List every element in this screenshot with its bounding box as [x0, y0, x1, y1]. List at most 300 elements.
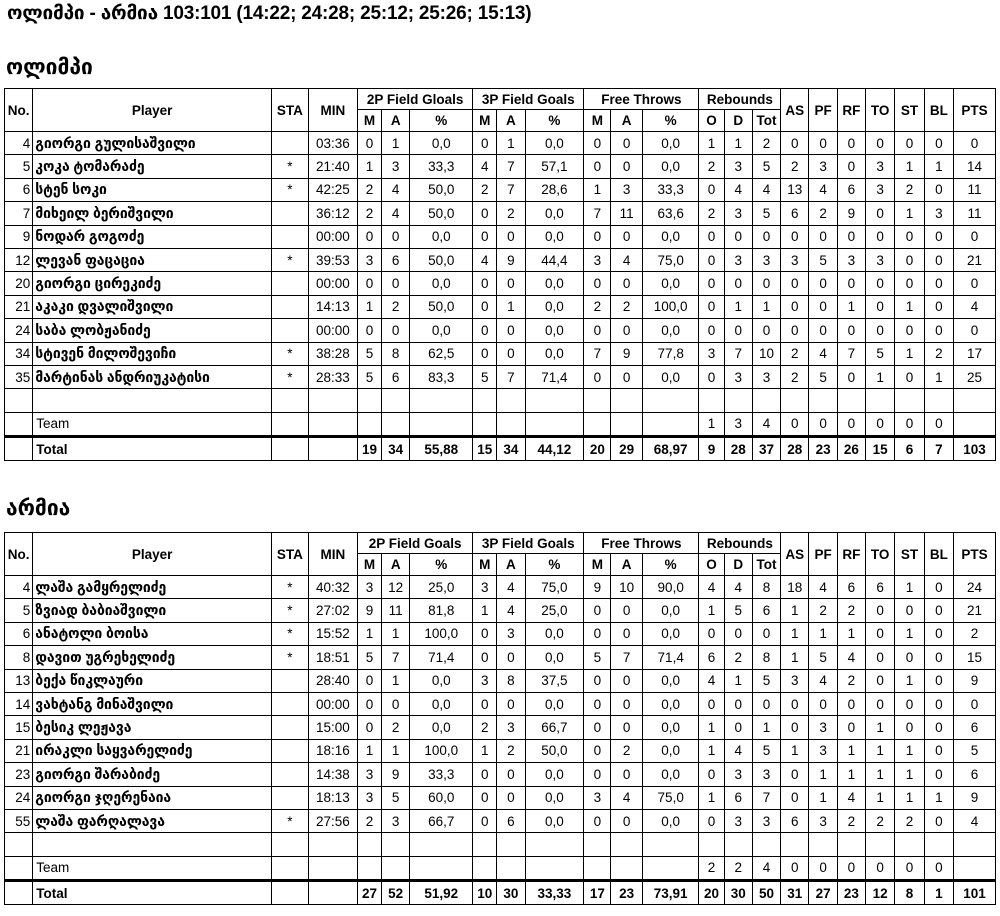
reb-def: 5 [724, 599, 752, 622]
empty-cell [954, 389, 996, 412]
empty-cell [611, 856, 642, 880]
header-tot: Tot [752, 554, 780, 576]
team-label: Team [33, 856, 272, 880]
player-row [5, 669, 996, 692]
empty-cell [5, 833, 33, 856]
player-name: აკაკი დვალიშვილი [33, 295, 272, 318]
fouls: 1 [809, 763, 837, 786]
empty-cell [924, 833, 953, 856]
header-pf: PF [809, 533, 837, 576]
2p-att: 4 [382, 202, 410, 225]
reb-def: 1 [724, 669, 752, 692]
header-pct: % [410, 554, 473, 576]
blocks: 0 [924, 669, 953, 692]
2p-att: 3 [382, 809, 410, 832]
2p-made: 2 [357, 178, 381, 201]
points: 9 [954, 669, 996, 692]
empty-cell [525, 833, 584, 856]
empty-cell [724, 833, 752, 856]
2p-pct: 60,0 [410, 786, 473, 809]
player-name: მარტინას ანდრიუკატისი [33, 365, 272, 388]
3p-made: 0 [473, 295, 497, 318]
3p-att: 2 [497, 739, 525, 762]
player-row [5, 132, 996, 155]
2p-att: 1 [382, 132, 410, 155]
total-3p-made: 15 [473, 437, 497, 461]
assists: 3 [781, 248, 809, 271]
assists: 18 [781, 576, 809, 599]
3p-att: 0 [497, 786, 525, 809]
fouls: 0 [809, 272, 837, 295]
reb-tot: 10 [752, 342, 780, 365]
player-row [5, 342, 996, 365]
header-a: A [611, 554, 642, 576]
3p-pct: 0,0 [525, 646, 584, 669]
points: 9 [954, 786, 996, 809]
fouls: 5 [809, 365, 837, 388]
2p-att: 1 [382, 669, 410, 692]
total-blocks: 1 [924, 881, 953, 905]
2p-made: 0 [357, 716, 381, 739]
blocks: 0 [924, 178, 953, 201]
empty-cell [611, 389, 642, 412]
steals: 1 [895, 295, 924, 318]
blocks: 0 [924, 576, 953, 599]
starter-flag: * [272, 599, 309, 622]
2p-att: 6 [382, 365, 410, 388]
assists: 1 [781, 622, 809, 645]
minutes: 00:00 [308, 692, 357, 715]
fouls-received: 3 [837, 248, 865, 271]
total-steals: 8 [895, 881, 924, 905]
player-number: 7 [5, 202, 33, 225]
ft-made: 0 [584, 739, 611, 762]
ft-att: 0 [611, 225, 642, 248]
fouls: 1 [809, 622, 837, 645]
2p-made: 0 [357, 692, 381, 715]
2p-pct: 0,0 [410, 319, 473, 342]
empty-cell [781, 389, 809, 412]
ft-made: 0 [584, 365, 611, 388]
game-title: ოლიმპი - არმია 103:101 (14:22; 24:28; 25:12; 25:26; 15:13) [7, 3, 532, 24]
blocks: 0 [924, 132, 953, 155]
player-row [5, 622, 996, 645]
ft-made: 0 [584, 225, 611, 248]
2p-made: 0 [357, 132, 381, 155]
3p-made: 0 [473, 622, 497, 645]
assists: 2 [781, 365, 809, 388]
header-m: M [357, 554, 381, 576]
total-turnovers: 15 [866, 437, 895, 461]
empty-cell [33, 833, 272, 856]
ft-att: 0 [611, 272, 642, 295]
player-number: 9 [5, 225, 33, 248]
player-row [5, 202, 996, 225]
blocks: 3 [924, 202, 953, 225]
empty-cell [357, 412, 381, 436]
minutes: 00:00 [308, 319, 357, 342]
reb-tot: 4 [752, 178, 780, 201]
3p-att: 2 [497, 202, 525, 225]
empty-cell [895, 389, 924, 412]
blocks: 0 [924, 295, 953, 318]
reb-tot: 3 [752, 809, 780, 832]
ft-made: 0 [584, 763, 611, 786]
3p-pct: 0,0 [525, 225, 584, 248]
ft-made: 0 [584, 622, 611, 645]
total-ft-att: 29 [611, 437, 642, 461]
player-name: ზვიად ბაბიაშვილი [33, 599, 272, 622]
player-name: ლაშა გამყრელიძე [33, 576, 272, 599]
player-row [5, 225, 996, 248]
empty-cell [497, 389, 525, 412]
3p-pct: 0,0 [525, 809, 584, 832]
ft-made: 0 [584, 132, 611, 155]
empty-cell [525, 412, 584, 436]
empty-cell [752, 833, 780, 856]
2p-pct: 50,0 [410, 248, 473, 271]
ft-pct: 77,8 [642, 342, 699, 365]
fouls: 0 [809, 319, 837, 342]
reb-off: 1 [699, 599, 724, 622]
total-assists: 31 [781, 881, 809, 905]
player-name: სტენ სოკი [33, 178, 272, 201]
3p-pct: 50,0 [525, 739, 584, 762]
steals: 0 [895, 692, 924, 715]
points: 0 [954, 272, 996, 295]
fouls: 5 [809, 248, 837, 271]
minutes: 27:56 [308, 809, 357, 832]
ft-att: 0 [611, 716, 642, 739]
fouls: 0 [809, 225, 837, 248]
steals: 1 [895, 155, 924, 178]
header-a: A [382, 554, 410, 576]
total-reb-tot: 37 [752, 437, 780, 461]
starter-flag: * [272, 646, 309, 669]
turnovers: 0 [866, 202, 895, 225]
empty-cell [866, 833, 895, 856]
assists: 0 [781, 225, 809, 248]
starter-flag: * [272, 365, 309, 388]
turnovers: 1 [866, 763, 895, 786]
player-number: 5 [5, 155, 33, 178]
2p-made: 0 [357, 272, 381, 295]
empty-cell [410, 412, 473, 436]
total-points: 101 [954, 881, 996, 905]
reb-def: 3 [724, 155, 752, 178]
header-rebounds: Rebounds [699, 533, 781, 554]
header-o: O [699, 110, 724, 132]
reb-tot: 0 [752, 225, 780, 248]
blocks: 0 [924, 763, 953, 786]
2p-made: 3 [357, 786, 381, 809]
turnovers: 0 [866, 225, 895, 248]
player-name: ნოდარ გოგოძე [33, 225, 272, 248]
empty-cell [272, 412, 309, 436]
3p-made: 0 [473, 272, 497, 295]
empty-cell [382, 412, 410, 436]
starter-flag: * [272, 178, 309, 201]
minutes: 21:40 [308, 155, 357, 178]
player-number: 5 [5, 599, 33, 622]
total-2p-att: 52 [382, 881, 410, 905]
fouls: 1 [809, 786, 837, 809]
ft-att: 0 [611, 669, 642, 692]
header-pct: % [525, 110, 584, 132]
2p-att: 4 [382, 178, 410, 201]
blocks: 0 [924, 319, 953, 342]
3p-att: 3 [497, 716, 525, 739]
reb-off: 0 [699, 622, 724, 645]
reb-tot: 1 [752, 295, 780, 318]
empty-cell [5, 389, 33, 412]
total-reb-def: 28 [724, 437, 752, 461]
2p-made: 5 [357, 646, 381, 669]
empty-cell [584, 856, 611, 880]
2p-att: 8 [382, 342, 410, 365]
player-row [5, 739, 996, 762]
2p-made: 1 [357, 295, 381, 318]
3p-pct: 57,1 [525, 155, 584, 178]
starter-flag [272, 739, 309, 762]
total-label: Total [33, 881, 272, 905]
minutes: 03:36 [308, 132, 357, 155]
assists: 0 [781, 272, 809, 295]
blocks: 0 [924, 856, 953, 880]
3p-pct: 0,0 [525, 319, 584, 342]
player-name: ანატოლი ბოისა [33, 622, 272, 645]
3p-made: 0 [473, 646, 497, 669]
reb-def: 2 [724, 646, 752, 669]
starter-flag [272, 295, 309, 318]
team-row [5, 412, 996, 436]
turnovers: 1 [866, 786, 895, 809]
2p-pct: 50,0 [410, 295, 473, 318]
empty-cell [272, 833, 309, 856]
ft-pct: 0,0 [642, 155, 699, 178]
player-row [5, 576, 996, 599]
turnovers: 1 [866, 716, 895, 739]
fouls-received: 0 [837, 692, 865, 715]
fouls: 3 [809, 809, 837, 832]
player-row [5, 646, 996, 669]
ft-made: 0 [584, 599, 611, 622]
reb-def: 6 [724, 786, 752, 809]
player-number: 13 [5, 669, 33, 692]
team2-name: არმია [6, 497, 71, 520]
player-number: 4 [5, 132, 33, 155]
points: 6 [954, 763, 996, 786]
3p-made: 3 [473, 576, 497, 599]
empty-cell [382, 856, 410, 880]
2p-pct: 0,0 [410, 692, 473, 715]
2p-pct: 50,0 [410, 202, 473, 225]
reb-off: 1 [699, 786, 724, 809]
ft-pct: 0,0 [642, 669, 699, 692]
total-3p-pct: 33,33 [525, 881, 584, 905]
points: 15 [954, 646, 996, 669]
3p-pct: 0,0 [525, 622, 584, 645]
empty-cell [584, 389, 611, 412]
2p-made: 3 [357, 248, 381, 271]
3p-made: 0 [473, 763, 497, 786]
player-name: გიორგი გულისაშვილი [33, 132, 272, 155]
assists: 0 [781, 786, 809, 809]
2p-made: 0 [357, 319, 381, 342]
empty-cell [724, 389, 752, 412]
reb-tot: 3 [752, 365, 780, 388]
3p-made: 5 [473, 365, 497, 388]
3p-made: 0 [473, 342, 497, 365]
player-row [5, 692, 996, 715]
fouls-received: 0 [837, 155, 865, 178]
ft-pct: 0,0 [642, 739, 699, 762]
starter-flag [272, 272, 309, 295]
empty-cell [382, 389, 410, 412]
fouls: 2 [809, 599, 837, 622]
2p-att: 12 [382, 576, 410, 599]
points: 17 [954, 342, 996, 365]
blocks: 0 [924, 692, 953, 715]
header-st: ST [895, 533, 924, 576]
assists: 0 [781, 692, 809, 715]
2p-pct: 25,0 [410, 576, 473, 599]
3p-pct: 25,0 [525, 599, 584, 622]
3p-made: 0 [473, 809, 497, 832]
2p-made: 1 [357, 622, 381, 645]
3p-made: 0 [473, 319, 497, 342]
header-sta: STA [272, 533, 309, 576]
player-number: 23 [5, 763, 33, 786]
empty-cell [642, 856, 699, 880]
player-number: 24 [5, 786, 33, 809]
3p-pct: 44,4 [525, 248, 584, 271]
2p-att: 0 [382, 692, 410, 715]
player-number: 6 [5, 178, 33, 201]
starter-flag [272, 692, 309, 715]
3p-made: 2 [473, 716, 497, 739]
ft-att: 7 [611, 646, 642, 669]
2p-made: 0 [357, 225, 381, 248]
fouls-received: 0 [837, 272, 865, 295]
team2-rows [5, 576, 996, 905]
ft-att: 10 [611, 576, 642, 599]
3p-pct: 0,0 [525, 202, 584, 225]
header-free-throws: Free Throws [584, 89, 699, 110]
empty-cell [954, 412, 996, 436]
assists: 6 [781, 809, 809, 832]
2p-att: 5 [382, 786, 410, 809]
total-row [5, 437, 996, 461]
fouls-received: 0 [837, 856, 865, 880]
reb-off: 1 [699, 412, 724, 436]
empty-cell [924, 389, 953, 412]
steals: 0 [895, 646, 924, 669]
reb-tot: 1 [752, 716, 780, 739]
player-number: 20 [5, 272, 33, 295]
total-fouls: 27 [809, 881, 837, 905]
fouls-received: 0 [837, 716, 865, 739]
turnovers: 1 [866, 739, 895, 762]
header-rf: RF [837, 533, 865, 576]
2p-made: 0 [357, 669, 381, 692]
reb-off: 0 [699, 809, 724, 832]
empty-cell [382, 833, 410, 856]
minutes: 14:38 [308, 763, 357, 786]
2p-pct: 0,0 [410, 669, 473, 692]
3p-pct: 0,0 [525, 786, 584, 809]
reb-tot: 8 [752, 576, 780, 599]
assists: 0 [781, 295, 809, 318]
points: 21 [954, 248, 996, 271]
player-name: ბესიკ ლეჟავა [33, 716, 272, 739]
2p-pct: 50,0 [410, 178, 473, 201]
steals: 0 [895, 225, 924, 248]
ft-made: 3 [584, 786, 611, 809]
2p-pct: 71,4 [410, 646, 473, 669]
reb-off: 0 [699, 178, 724, 201]
steals: 2 [895, 178, 924, 201]
ft-pct: 75,0 [642, 248, 699, 271]
ft-att: 0 [611, 809, 642, 832]
minutes: 14:13 [308, 295, 357, 318]
2p-att: 0 [382, 272, 410, 295]
2p-pct: 66,7 [410, 809, 473, 832]
2p-att: 6 [382, 248, 410, 271]
header-pf: PF [809, 89, 837, 132]
empty-cell [954, 856, 996, 880]
minutes: 00:00 [308, 272, 357, 295]
header-no: No. [5, 89, 33, 132]
ft-att: 0 [611, 319, 642, 342]
empty-cell [272, 389, 309, 412]
ft-att: 2 [611, 295, 642, 318]
ft-made: 3 [584, 248, 611, 271]
fouls-received: 1 [837, 763, 865, 786]
blocks: 0 [924, 272, 953, 295]
3p-att: 1 [497, 132, 525, 155]
starter-flag [272, 763, 309, 786]
reb-tot: 5 [752, 155, 780, 178]
player-name: გიორგი ცირეკიძე [33, 272, 272, 295]
ft-pct: 0,0 [642, 599, 699, 622]
ft-att: 0 [611, 155, 642, 178]
header-a: A [497, 110, 525, 132]
ft-att: 0 [611, 599, 642, 622]
player-name: კოკა ტომარაძე [33, 155, 272, 178]
fouls-received: 2 [837, 669, 865, 692]
reb-off: 3 [699, 342, 724, 365]
blocks: 0 [924, 646, 953, 669]
reb-def: 0 [724, 319, 752, 342]
player-number: 35 [5, 365, 33, 388]
steals: 0 [895, 856, 924, 880]
empty-row [5, 833, 996, 856]
reb-def: 0 [724, 622, 752, 645]
steals: 2 [895, 809, 924, 832]
total-2p-pct: 51,92 [410, 881, 473, 905]
reb-tot: 5 [752, 739, 780, 762]
assists: 2 [781, 342, 809, 365]
3p-att: 0 [497, 319, 525, 342]
reb-def: 3 [724, 763, 752, 786]
empty-cell [308, 833, 357, 856]
header-o: O [699, 554, 724, 576]
ft-pct: 33,3 [642, 178, 699, 201]
3p-made: 3 [473, 669, 497, 692]
reb-def: 2 [724, 856, 752, 880]
reb-tot: 4 [752, 856, 780, 880]
